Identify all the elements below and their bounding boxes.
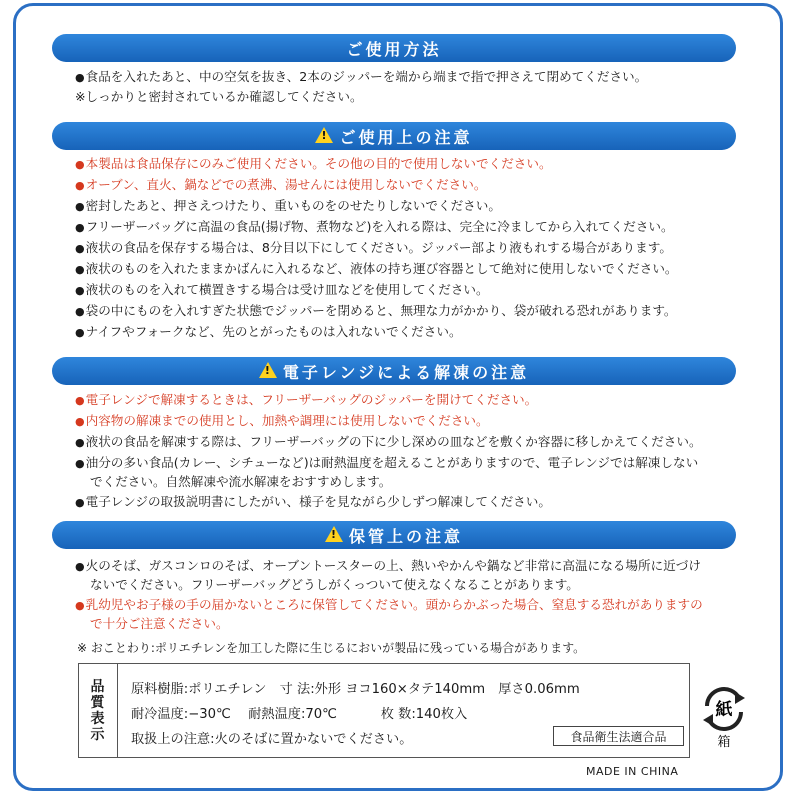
- storage-line-continued: で十分ご注意ください。: [90, 616, 229, 631]
- warning-icon: [315, 127, 333, 143]
- disclaimer-note: ※ おことわり:ポリエチレンを加工した際に生じるにおいが製品に残っている場合があります。: [77, 641, 586, 655]
- storage-line: ● 火のそば、ガスコンロのそば、オーブントースターの上、熱いやかんや鍋など非常に高温になる場所に近づけ: [75, 558, 701, 575]
- spec-temperature-count: 耐冷温度:−30℃ 耐熱温度:70℃ 枚 数:140枚入: [131, 707, 468, 722]
- caution-line: ● 液状のものを入れて横置きする場合は受け皿などを使用してください。: [75, 282, 489, 299]
- food-sanitation-badge: 食品衛生法適合品: [553, 726, 684, 746]
- microwave-line: ● 電子レンジで解凍するときは、フリーザーバッグのジッパーを開けてください。: [75, 392, 537, 409]
- usage-line: ● 食品を入れたあと、中の空気を抜き、2本のジッパーを端から端まで指で押さえて閉めてください。: [75, 69, 647, 86]
- spec-material-size: 原料樹脂:ポリエチレン 寸 法:外形 ヨコ160×タテ140mm 厚さ0.06mm: [131, 682, 580, 697]
- caution-line: ● 密封したあと、押さえつけたり、重いものをのせたりしないでください。: [75, 198, 501, 215]
- quality-label-heading: 品 質 表 示: [78, 663, 118, 758]
- section-header-usage: [52, 34, 736, 62]
- caution-line: ● 袋の中にものを入れすぎた状態でジッパーを閉めると、無理な力がかかり、袋が破れる恐れがあります。: [75, 303, 677, 320]
- section-header-microwave: [52, 357, 736, 385]
- section-title: 保管上の注意: [348, 526, 463, 546]
- country-of-origin: MADE IN CHINA: [586, 765, 679, 778]
- warning-icon: [259, 362, 277, 378]
- storage-line: ● 乳幼児やお子様の手の届かないところに保管してください。頭からかぶった場合、窒息する恐れがありますの: [75, 597, 703, 614]
- section-header-storage: [52, 521, 736, 549]
- section-header-caution: [52, 122, 736, 150]
- spec-handling: 取扱上の注意:火のそばに置かないでください。: [131, 732, 413, 747]
- microwave-line: ● 液状の食品を解凍する際は、フリーザーバッグの下に少し深めの皿などを敷くか容器に移しかえてください。: [75, 434, 702, 451]
- microwave-line: ● 電子レンジの取扱説明書にしたがい、様子を見ながら少しずつ解凍してください。: [75, 494, 551, 511]
- usage-note: ※しっかりと密封されているか確認してください。: [75, 89, 363, 104]
- caution-line: ● オーブン、直火、鍋などでの煮沸、湯せんには使用しないでください。: [75, 177, 486, 194]
- microwave-line: ● 油分の多い食品(カレー、シチューなど)は耐熱温度を超えることがありますので、電子レンジでは解凍しない: [75, 455, 698, 472]
- caution-line: ● 液状のものを入れたままかばんに入れるなど、液体の持ち運び容器として絶対に使用しないでください。: [75, 261, 678, 278]
- storage-line-continued: ないでください。フリーザーバッグどうしがくっついて使えなくなることがあります。: [90, 577, 579, 592]
- section-title: ご使用方法: [346, 39, 442, 59]
- paper-recycle-icon: [699, 682, 749, 750]
- svg-text:箱: 箱: [717, 735, 731, 750]
- warning-icon: [325, 526, 343, 542]
- svg-text:紙: 紙: [715, 700, 733, 720]
- caution-line: ● 本製品は食品保存にのみご使用ください。その他の目的で使用しないでください。: [75, 156, 552, 173]
- microwave-line: ● 内容物の解凍までの使用とし、加熱や調理には使用しないでください。: [75, 413, 489, 430]
- caution-line: ● フリーザーバッグに高温の食品(揚げ物、煮物など)を入れる際は、完全に冷ましてから入れてください。: [75, 219, 674, 236]
- caution-line: ● ナイフやフォークなど、先のとがったものは入れないでください。: [75, 324, 462, 341]
- section-title: ご使用上の注意: [339, 127, 473, 147]
- caution-line: ● 液状の食品を保存する場合は、8分目以下にしてください。ジッパー部より液もれする場合があります。: [75, 240, 672, 257]
- microwave-line-continued: でください。自然解凍や流水解凍をおすすめします。: [90, 474, 392, 489]
- section-title: 電子レンジによる解凍の注意: [282, 362, 530, 382]
